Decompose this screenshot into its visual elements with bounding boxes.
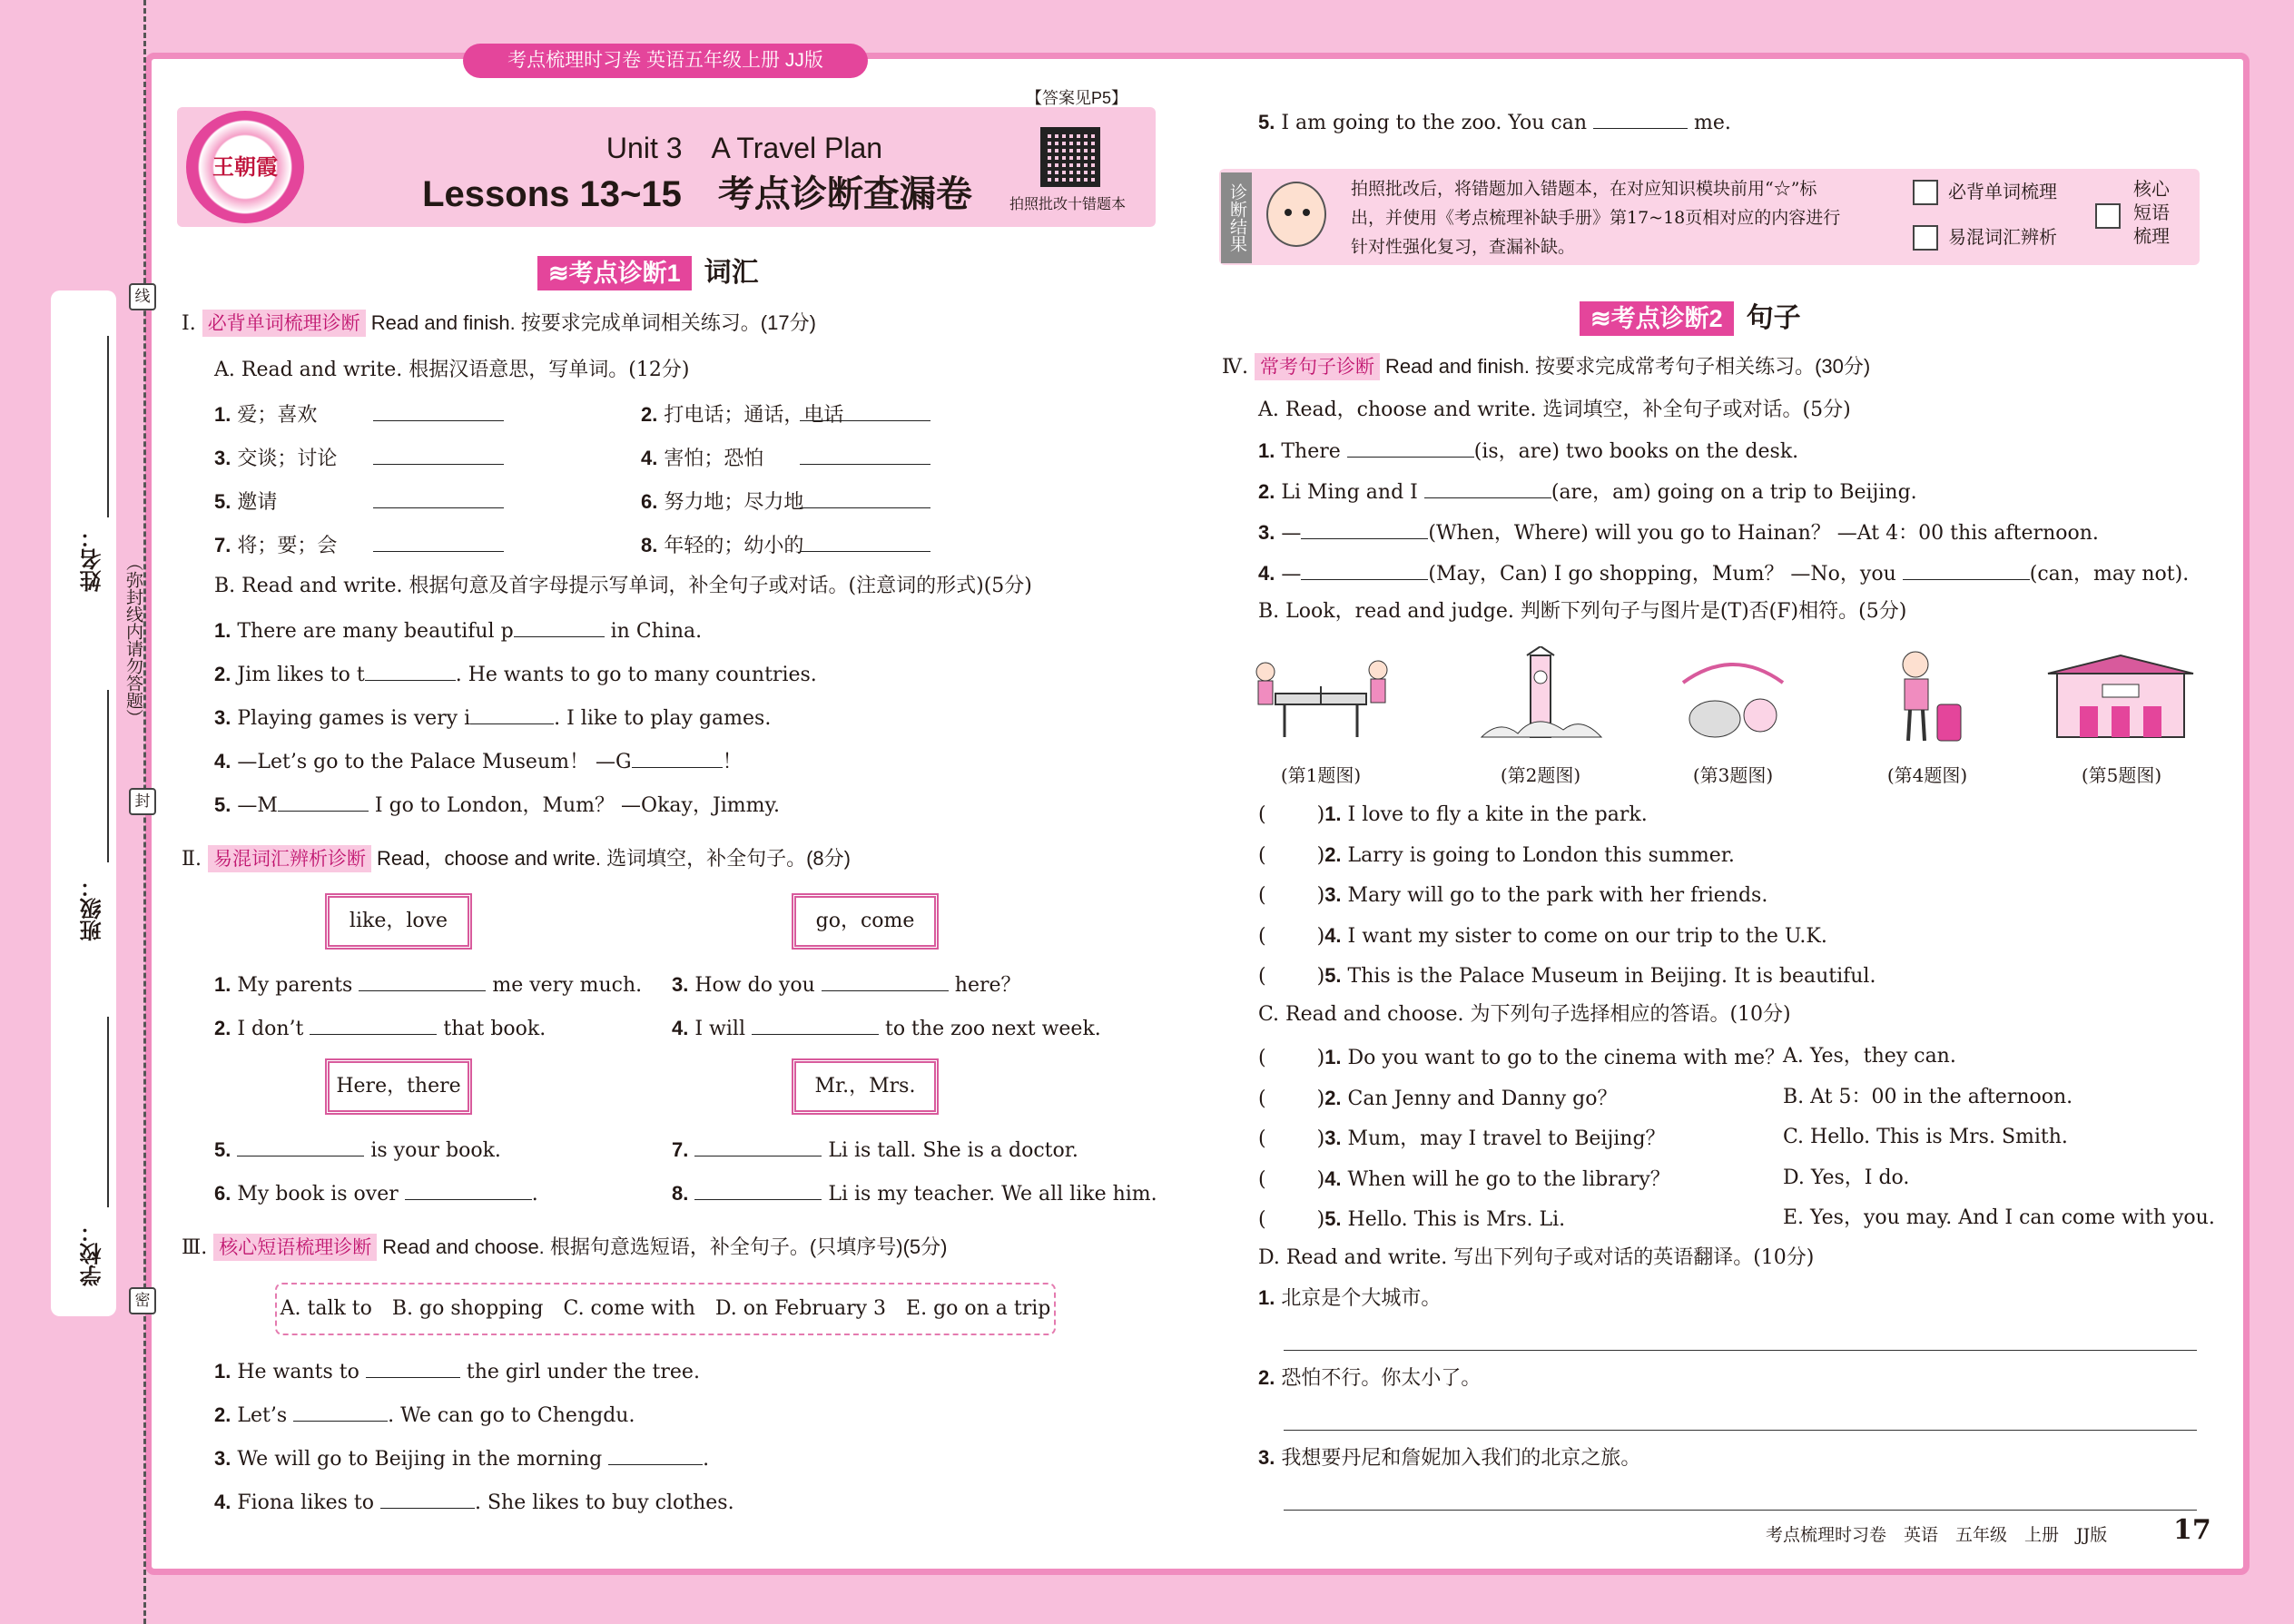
ping-pong-picture (1253, 646, 1389, 753)
choose-word-item: 8. Li is my teacher. We all like him. (672, 1178, 1157, 1209)
answer-blank[interactable] (1301, 517, 1428, 539)
choose-word-item: 1. My parents me very much. (214, 969, 642, 1000)
answer-blank[interactable] (373, 530, 504, 552)
checkbox[interactable] (1913, 180, 1938, 205)
spelling-item: 4. —Let’s go to the Palace Museum！ —G ！ (214, 746, 743, 777)
q4-d-instr: D. Read and write. 写出下列句子或对话的英语翻译。(10分) (1258, 1246, 1815, 1269)
section-1-heading: ≋考点诊断1 词汇 (537, 256, 759, 290)
answer-blank[interactable] (237, 1135, 364, 1156)
answer-blank[interactable] (373, 487, 504, 508)
footer: 考点梳理时习卷 英语 五年级 上册 JJ版 (1766, 1525, 2108, 1545)
phrase-item: 4. Fiona likes to . She likes to buy clothes. (214, 1487, 734, 1518)
q4-b-instr: B. Look，read and judge. 判断下列句子与图片是(T)否(F)相符。(5分) (1258, 600, 1907, 623)
school-line (107, 1017, 109, 1207)
translate-item: 1. 北京是个大城市。 (1258, 1286, 1442, 1310)
vocab-item: 4. 害怕；恐怕 (641, 443, 930, 474)
binding-note: （弥封线内请勿答题） (123, 554, 143, 726)
sentence-item: 4. — (May，Can) I go shopping，Mum？ —No，you (can，may not). (1258, 558, 2189, 589)
match-item: ( )2. Can Jenny and Danny go？ (1258, 1083, 1617, 1114)
seal-char: 封 (129, 788, 156, 815)
pic-caption: (第3题图) (1692, 764, 1774, 786)
seal-char: 密 (129, 1287, 156, 1314)
qr-code-icon[interactable] (1040, 127, 1100, 187)
match-answer: C. Hello. This is Mrs. Smith. (1783, 1126, 2068, 1148)
answer-blank[interactable] (632, 746, 723, 768)
q5-continued: 5. I am going to the zoo. You can me. (1258, 107, 1731, 138)
answer-blank[interactable] (800, 487, 930, 508)
diagnosis-opt: 必背单词梳理 (1948, 182, 2057, 202)
word-box: go，come (792, 893, 939, 950)
match-answer: B. At 5：00 in the afternoon. (1783, 1085, 2073, 1108)
school-label: 学校： (81, 1221, 105, 1286)
spelling-item: 3. Playing games is very i . I like to play games. (214, 703, 771, 733)
q4-c-instr: C. Read and choose. 为下列句子选择相应的答语。(10分) (1258, 1003, 1791, 1026)
answer-blank[interactable] (1266, 1164, 1317, 1186)
vocab-item: 5. 邀请 (214, 487, 504, 517)
phrase-options: A. talk to B. go shopping C. come with D. on February 3 E. go on a trip (275, 1283, 1056, 1335)
judge-item: ( )1. I love to fly a kite in the park. (1258, 799, 1648, 830)
answer-blank[interactable] (514, 615, 605, 637)
sentence-item: 1. There (is，are) two books on the desk. (1258, 436, 1798, 467)
answer-blank[interactable] (1424, 477, 1551, 498)
answer-blank[interactable] (1266, 960, 1317, 982)
answer-line[interactable] (1284, 1509, 2197, 1511)
answer-blank[interactable] (293, 1400, 388, 1422)
answer-blank[interactable] (470, 703, 554, 724)
answer-blank[interactable] (1266, 1042, 1317, 1064)
word-box: like，love (325, 893, 472, 950)
answer-blank[interactable] (1903, 558, 2030, 580)
answer-blank[interactable] (373, 399, 504, 421)
answer-blank[interactable] (1266, 1123, 1317, 1145)
choose-word-item: 3. How do you here？ (672, 969, 1021, 1000)
match-answer: E. Yes，you may. And I can come with you. (1783, 1206, 2215, 1229)
class-line (107, 690, 109, 862)
answer-blank[interactable] (380, 1487, 475, 1509)
q1-heading: Ⅰ. 必背单词梳理诊断 Read and finish. 按要求完成单词相关练习。(17分) (182, 311, 816, 335)
diagnosis-opt: 易混词汇辨析 (1948, 228, 2057, 248)
seal-char: 线 (129, 283, 156, 310)
checkbox[interactable] (1913, 225, 1938, 251)
spelling-item: 1. There are many beautiful p in China. (214, 615, 702, 646)
pic-caption: (第1题图) (1280, 764, 1362, 786)
match-item: ( )1. Do you want to go to the cinema with me？ (1258, 1042, 1785, 1073)
judge-item: ( )4. I want my sister to come on our trip to the U.K. (1258, 920, 1827, 951)
pic-caption: (第4题图) (1886, 764, 1968, 786)
phrase-item: 2. Let’s . We can go to Chengdu. (214, 1400, 635, 1431)
pic-caption: (第5题图) (2081, 764, 2162, 786)
q4-a-instr: A. Read，choose and write. 选词填空，补全句子或对话。(5分) (1258, 399, 1851, 421)
sentence-item: 3. — (When，Where) will you go to Hainan？ —At 4：00 this afternoon. (1258, 517, 2099, 548)
answer-blank[interactable] (800, 443, 930, 465)
judge-item: ( )2. Larry is going to London this summer. (1258, 840, 1735, 871)
answer-blank[interactable] (1347, 436, 1474, 458)
answer-blank[interactable] (1301, 558, 1428, 580)
word-box: Here，there (325, 1058, 472, 1115)
answer-blank[interactable] (278, 790, 369, 812)
answer-blank[interactable] (405, 1178, 532, 1200)
checkbox[interactable] (2095, 203, 2121, 229)
spelling-item: 5. —M I go to London，Mum？ —Okay，Jimmy. (214, 790, 780, 821)
palace-museum-picture (2039, 646, 2202, 753)
diagnosis-opt: 核心短语梳理 (2133, 180, 2170, 247)
answer-blank[interactable] (800, 399, 930, 421)
answer-blank[interactable] (1266, 880, 1317, 901)
answer-blank[interactable] (1266, 1083, 1317, 1105)
answer-blank[interactable] (822, 969, 949, 991)
answer-ref: 【答案见P5】 (1026, 89, 1128, 107)
sentence-item: 2. Li Ming and I (are，am) going on a trip to Beijing. (1258, 477, 1917, 507)
answer-blank[interactable] (365, 659, 456, 681)
phrase-item: 3. We will go to Beijing in the morning . (214, 1443, 709, 1474)
vocab-item: 3. 交谈；讨论 (214, 443, 504, 474)
q1-b-instr: B. Read and write. 根据句意及首字母提示写单词，补全句子或对话。(注意词的形式)(5分) (214, 575, 1032, 597)
match-item: ( )5. Hello. This is Mrs. Li. (1258, 1204, 1565, 1235)
vocab-item: 8. 年轻的；幼小的 (641, 530, 930, 561)
q4-heading: Ⅳ. 常考句子诊断 Read and finish. 按要求完成常考句子相关练习。(30分) (1222, 355, 1871, 379)
name-line (107, 336, 109, 517)
london-picture (1472, 646, 1609, 753)
answer-blank[interactable] (310, 1013, 437, 1035)
q2-heading: Ⅱ. 易混词汇辨析诊断 Read，choose and write. 选词填空，补全句子。(8分) (182, 847, 851, 871)
choose-word-item: 2. I don’t that book. (214, 1013, 546, 1044)
answer-blank[interactable] (1266, 840, 1317, 861)
translate-item: 2. 恐怕不行。你太小了。 (1258, 1366, 1482, 1390)
pic-caption: (第2题图) (1500, 764, 1581, 786)
vocab-item: 2. 打电话；通话，电话 (641, 399, 930, 430)
answer-blank[interactable] (1266, 799, 1317, 821)
teacher-avatar (1266, 182, 1326, 247)
choose-word-item: 4. I will to the zoo next week. (672, 1013, 1101, 1044)
answer-blank[interactable] (366, 1356, 460, 1378)
section-2-heading: ≋考点诊断2 句子 (1580, 301, 1801, 336)
class-label: 班级： (81, 876, 105, 941)
unit-title: Unit 3 A Travel Plan (605, 132, 883, 164)
match-item: ( )3. Mum，may I travel to Beijing？ (1258, 1123, 1666, 1154)
translate-item: 3. 我想要丹尼和詹妮加入我们的北京之旅。 (1258, 1446, 1641, 1470)
answer-blank[interactable] (752, 1013, 879, 1035)
page-title: Lessons 13~15 考点诊断查漏卷 (422, 174, 972, 214)
vocab-item: 6. 努力地；尽力地 (641, 487, 930, 517)
logo: 王朝霞 (186, 111, 304, 223)
vocab-item: 1. 爱；喜欢 (214, 399, 504, 430)
answer-blank[interactable] (694, 1135, 822, 1156)
answer-blank[interactable] (373, 443, 504, 465)
answer-blank[interactable] (694, 1178, 822, 1200)
match-answer: D. Yes，I do. (1783, 1166, 1910, 1189)
diagnosis-label: 诊断结果 (1221, 172, 1252, 263)
top-tab: 考点梳理时习卷 英语五年级上册 JJ版 (463, 44, 868, 78)
answer-blank[interactable] (359, 969, 486, 991)
match-answer: A. Yes，they can. (1783, 1045, 1956, 1068)
spelling-item: 2. Jim likes to t . He wants to go to many countries. (214, 659, 817, 690)
page-number: 17 (2173, 1514, 2211, 1546)
q1-a-instr: A. Read and write. 根据汉语意思，写单词。(12分) (214, 359, 690, 381)
q3-heading: Ⅲ. 核心短语梳理诊断 Read and choose. 根据句意选短语，补全句子。(只填序号)(5分) (182, 1235, 948, 1259)
answer-line[interactable] (1284, 1429, 2197, 1431)
answer-blank[interactable] (800, 530, 930, 552)
answer-blank[interactable] (1266, 1204, 1317, 1225)
answer-blank[interactable] (1266, 920, 1317, 942)
match-item: ( )4. When will he go to the library？ (1258, 1164, 1670, 1195)
choose-word-item: 7. Li is tall. She is a doctor. (672, 1135, 1078, 1166)
vocab-item: 7. 将；要；会 (214, 530, 504, 561)
answer-line[interactable] (1284, 1349, 2197, 1351)
qr-label: 拍照批改十错题本 (1009, 197, 1127, 212)
choose-word-item: 6. My book is over . (214, 1178, 538, 1209)
answer-blank[interactable] (608, 1443, 703, 1465)
name-label: 姓名： (81, 527, 105, 592)
girl-suitcase-picture (1859, 646, 1995, 753)
word-box: Mr.，Mrs. (792, 1058, 939, 1115)
phrase-item: 1. He wants to the girl under the tree. (214, 1356, 700, 1387)
diagnosis-text: 拍照批改后，将错题加入错题本，在对应知识模块前用“☆”标 出，并使用《考点梳理补缺手册》第17~18页相对应的内容进行 针对性强化复习，查漏补缺。 (1351, 179, 1841, 257)
choose-word-item: 5. is your book. (214, 1135, 501, 1166)
zoo-picture (1665, 646, 1801, 753)
judge-item: ( )5. This is the Palace Museum in Beijing. It is beautiful. (1258, 960, 1876, 991)
judge-item: ( )3. Mary will go to the park with her friends. (1258, 880, 1767, 910)
